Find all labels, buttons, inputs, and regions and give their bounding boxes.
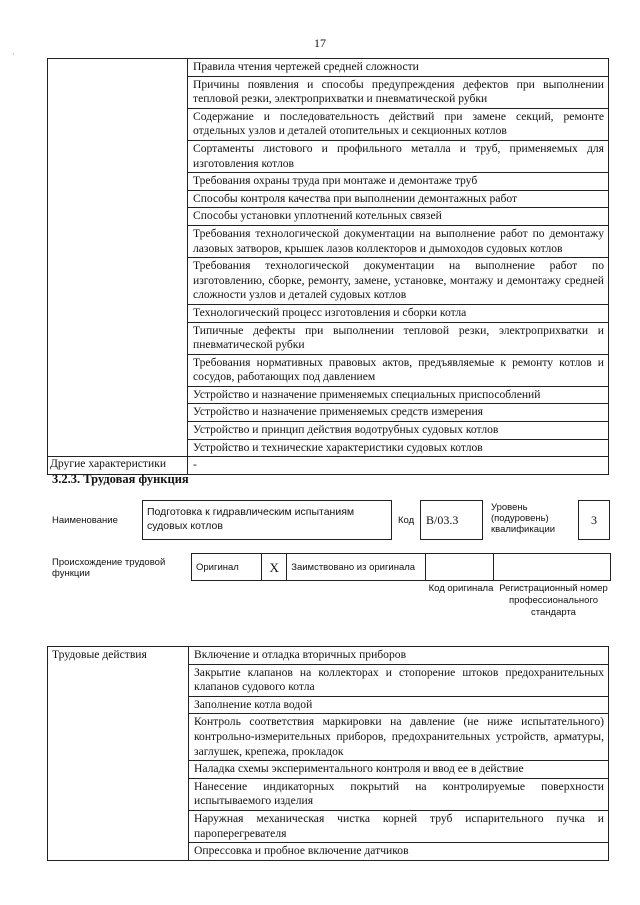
code-original-caption: Код оригинала xyxy=(428,583,494,594)
labor-actions-table xyxy=(47,646,609,861)
labor-action-item: Наружная механическая чистка корней труб испарительного пучка и пароперегревателя xyxy=(189,810,609,842)
original-mark: X xyxy=(262,554,287,581)
labor-action-item: Включение и отладка вторичных приборов xyxy=(189,647,609,665)
knowledge-item: Устройство и назначение применяемых специальных приспособлений xyxy=(188,386,609,404)
section-title: 3.2.3. Трудовая функция xyxy=(52,472,189,486)
knowledge-item: Требования нормативных правовых актов, предъявляемые к ремонту котлов и сосудов, работающих под давлением xyxy=(188,354,609,386)
knowledge-item: Способы контроля качества при выполнении демонтажных работ xyxy=(188,190,609,208)
knowledge-item: Технологический процесс изготовления и сборки котла xyxy=(188,304,609,322)
knowledge-item: Содержание и последовательность действий при замене секций, ремонте отдельных узлов и деталей отопительных и секционных котлов xyxy=(188,108,609,140)
name-label: Наименование xyxy=(52,515,118,526)
knowledge-table xyxy=(47,58,609,475)
function-name-box: Подготовка к гидравлическим испытаниям судовых котлов xyxy=(142,500,392,540)
code-value-box: В/03.3 xyxy=(420,500,483,540)
labor-action-item: Опрессовка и пробное включение датчиков xyxy=(189,843,609,861)
knowledge-item: Устройство и назначение применяемых средств измерения xyxy=(188,404,609,422)
labor-action-item: Контроль соответствия маркировки на давление (не ниже испытательного) контрольно-измерительных приборов, предохранительных устройств, арматуры, заглушек, крепежа, прокладок xyxy=(189,714,609,761)
level-value-box: 3 xyxy=(578,500,610,540)
knowledge-item: Устройство и принцип действия водотрубных судовых котлов xyxy=(188,422,609,440)
origin-table xyxy=(191,553,611,581)
knowledge-item: Типичные дефекты при выполнении тепловой резки, электроприхватки и пневматической рубки xyxy=(188,322,609,354)
page-number: 17 xyxy=(314,36,326,50)
knowledge-label-cell xyxy=(48,59,188,457)
scan-dot: · xyxy=(12,50,15,59)
original-code-cell xyxy=(425,554,493,581)
knowledge-item: Причины появления и способы предупреждения дефектов при выполнении тепловой резки, электроприхватки и пневматической рубки xyxy=(188,76,609,108)
knowledge-item: Требования технологической документации на выполнение работ по демонтажу лазовых затворов, крышек лазов коллекторов и дымоходов судовых котлов xyxy=(188,225,609,257)
other-characteristics-label: Другие характеристики xyxy=(48,457,188,475)
labor-action-item: Закрытие клапанов на коллекторах и стопорение штоков предохранительных клапанов судового котла xyxy=(189,664,609,696)
labor-action-item: Заполнение котла водой xyxy=(189,696,609,714)
labor-action-item: Нанесение индикаторных покрытий на контролируемые поверхности испытываемого изделия xyxy=(189,778,609,810)
origin-label: Происхождение трудовой функции xyxy=(52,557,166,579)
knowledge-item: Способы установки уплотнений котельных связей xyxy=(188,208,609,226)
original-cell: Оригинал xyxy=(192,554,262,581)
other-characteristics-value: - xyxy=(188,457,609,475)
level-label: Уровень (подуровень) квалификации xyxy=(491,502,556,535)
code-label: Код xyxy=(398,515,415,526)
knowledge-item: Правила чтения чертежей средней сложности xyxy=(188,59,609,77)
knowledge-item: Сортаменты листового и профильного металла и труб, применяемых для изготовления котлов xyxy=(188,140,609,172)
labor-action-item: Наладка схемы экспериментального контроля и ввод ее в действие xyxy=(189,761,609,779)
registration-number-caption: Регистрационный номер профессионального стандарта xyxy=(499,583,608,618)
knowledge-item: Требования охраны труда при монтаже и демонтаже труб xyxy=(188,173,609,191)
borrowed-cell: Заимствовано из оригинала xyxy=(287,554,425,581)
labor-actions-label: Трудовые действия xyxy=(48,647,189,861)
knowledge-item: Требования технологической документации на выполнение работ по изготовлению, сборке, ремонту, замене, установке, монтажу и демонтажу средней сложности узлов и деталей судовых котлов xyxy=(188,258,609,305)
knowledge-item: Устройство и технические характеристики судовых котлов xyxy=(188,439,609,457)
registration-number-cell xyxy=(493,554,610,581)
